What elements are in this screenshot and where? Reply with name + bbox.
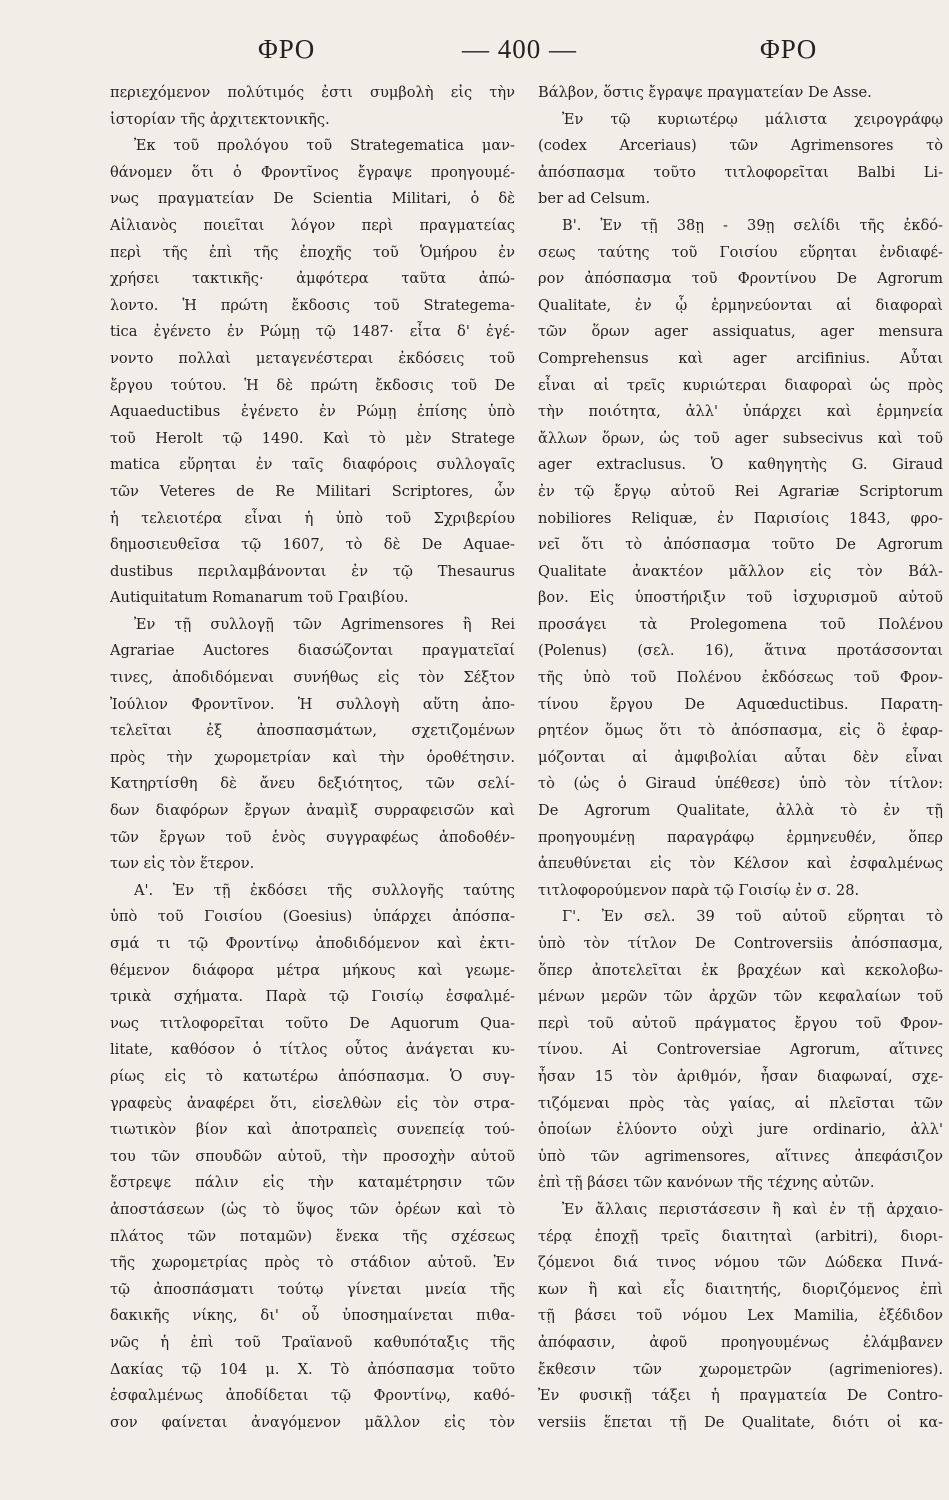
text-line: πρὸς τὴν χωρομετρίαν καὶ τὴν ὁροθέτησιν. — [110, 748, 515, 766]
text-line: ἦσαν 15 τὸν ἀριθμόν, ἦσαν διαφωναί, σχε- — [538, 1067, 943, 1085]
text-line: θέμενον διάφορα μέτρα μήκους καὶ γεωμε- — [110, 961, 515, 979]
text-line: νως πραγματείαν De Scientia Militari, ὁ δὲ — [110, 190, 515, 208]
text-line: δων διαφόρων ἔργων ἀναμὶξ συρραφεισῶν καὶ — [110, 802, 515, 820]
page-number: — 400 — — [462, 34, 577, 64]
text-line: ἀπευθύνεται εἰς τὸν Κέλσον καὶ ἐσφαλμένως — [538, 855, 943, 873]
text-line: περὶ τῆς ἐπὶ τῆς ἐποχῆς τοῦ Ὁμήρου ἐν — [110, 243, 515, 261]
text-line: ber ad Celsum. — [538, 190, 651, 208]
text-line: γραφεὺς ἀναφέρει ὅτι, εἰσελθὼν εἰς τὸν στρα- — [110, 1094, 515, 1112]
text-line: Ἐν φυσικῇ τάξει ἡ πραγματεία De Contro- — [538, 1387, 943, 1405]
text-line: εἶναι αἱ τρεῖς κυριώτεραι διαφοραὶ ὡς πρὸς — [538, 376, 943, 394]
text-line: ἀπόσπασμα τοῦτο τιτλοφορεῖται Balbi Li- — [538, 163, 943, 181]
text-line: νοντο πολλαὶ μεταγενέστεραι ἐκδόσεις τοῦ — [110, 349, 515, 367]
text-line: matica εὕρηται ἐν ταῖς διαφόροις συλλογαῖς — [110, 456, 515, 474]
left-text-column — [110, 80, 515, 1436]
text-line: προηγουμένῃ παραγράφῳ ἑρμηνευθέν, ὅπερ — [538, 828, 943, 846]
text-line: ὑπὸ τὸν τίτλον De Controversiis ἀπόσπασμα, — [538, 935, 943, 952]
text-line: τῆς ὑπὸ τοῦ Πολένου ἐκδόσεως τοῦ Φρον- — [538, 669, 943, 687]
text-line: του τῶν σπουδῶν αὑτοῦ, τὴν προσοχὴν αὑτοῦ — [110, 1147, 515, 1165]
text-line: ὁποίων ἐλύοντο οὐχὶ jure ordinario, ἀλλ' — [538, 1121, 943, 1139]
text-line: νως τιτλοφορεῖται τοῦτο De Aquorum Qua- — [110, 1014, 515, 1032]
text-line: dustibus περιλαμβάνονται ἐν τῷ Thesaurus — [110, 562, 515, 580]
running-head-left: ΦΡΟ — [258, 34, 316, 64]
text-line: ἔκθεσιν τῶν χωρομετρῶν (agrimeniores). — [538, 1360, 943, 1378]
text-line: τιτλοφορούμενον παρὰ τῷ Γοισίῳ ἐν σ. 28. — [538, 881, 860, 899]
text-line: τῶν Veteres de Re Militari Scriptores, ὧν — [110, 482, 515, 500]
text-line: τινες, ἀποδιδόμεναι συνήθως εἰς τὸν Σέξτον — [110, 669, 515, 687]
text-line: των εἰς τὸν ἕτερον. — [110, 855, 255, 873]
text-line: βον. Εἰς ὑποστήριξιν τοῦ ἰσχυρισμοῦ αὐτοῦ — [538, 589, 943, 607]
text-line: τελεῖται ἐξ ἀποσπασμάτων, σχετιζομένων — [110, 722, 515, 740]
text-line: τὴν ποιότητα, ἀλλ' ὑπάρχει καὶ ἑρμηνεία — [538, 403, 943, 421]
text-line: Qualitate ἀνακτέον μᾶλλον εἰς τὸν Βάλ- — [538, 562, 943, 580]
text-line: Ἐν ἄλλαις περιστάσεσιν ἢ καὶ ἐν τῇ ἀρχαιο- — [562, 1200, 943, 1218]
text-line: (Polenus) (σελ. 16), ἅτινα προτάσσονται — [538, 642, 943, 660]
text-line: Ἐκ τοῦ προλόγου τοῦ Strategematica μαν- — [134, 137, 515, 155]
text-line: Δακίας τῷ 104 μ. Χ. Τὸ ἀπόσπασμα τοῦτο — [110, 1360, 515, 1378]
text-line: Comprehensus καὶ ager arcifinius. Αὗται — [538, 349, 943, 367]
text-line: Ἰούλιον Φροντῖνον. Ἡ συλλογὴ αὕτη ἀπο- — [110, 695, 515, 713]
text-line: Ἐν τῷ κυριωτέρῳ μάλιστα χειρογράφῳ — [562, 110, 943, 128]
text-line: τέρᾳ ἐποχῇ τρεῖς διαιτηταὶ (arbitri), διορι- — [538, 1227, 943, 1245]
text-line: Qualitate, ἐν ᾧ ἑρμηνεύονται αἱ διαφοραὶ — [538, 296, 943, 314]
text-line: ρον ἀπόσπασμα τοῦ Φροντίνου De Agrorum — [538, 270, 943, 288]
text-line: σμά τι τῷ Φροντίνῳ ἀποδιδόμενον καὶ ἐκτι- — [110, 935, 515, 952]
text-line: νῶς ἡ ἐπὶ τοῦ Τραϊανοῦ καθυπόταξις τῆς — [110, 1333, 515, 1351]
text-line: tica ἐγένετο ἐν Ρώμῃ τῷ 1487· εἶτα δ' ἐγέ- — [110, 323, 515, 341]
text-line: Agrariae Auctores διασώζονται πραγματεῖαί — [110, 642, 515, 660]
text-line: πλάτος τῶν ποταμῶν) ἕνεκα τῆς σχέσεως — [110, 1227, 515, 1245]
text-line: περιεχόμενον πολύτιμός ἐστι συμβολὴ εἰς τὴν — [110, 84, 515, 101]
text-line: τρικὰ σχήματα. Παρὰ τῷ Γοισίῳ ἐσφαλμέ- — [110, 988, 515, 1006]
text-line: τῇ βάσει τοῦ νόμου Lex Mamilia, ἐξέδιδον — [538, 1307, 943, 1325]
text-line: τοῦ Herolt τῷ 1490. Καὶ τὸ μὲν Stratege — [110, 429, 515, 447]
text-line: κων ἢ καὶ εἷς διαιτητής, διοριζόμενος ἐπὶ — [538, 1280, 943, 1298]
text-line: ὑπὸ τοῦ Γοισίου (Goesius) ὑπάρχει ἀπόσπα- — [110, 908, 515, 926]
text-line: σον φαίνεται ἀναγόμενον μᾶλλον εἰς τὸν — [110, 1413, 515, 1431]
text-line: ἀποστάσεων (ὡς τὸ ὕψος τῶν ὀρέων καὶ τὸ — [110, 1200, 515, 1218]
text-line: ager extraclusus. Ὁ καθηγητὴς G. Giraud — [538, 456, 943, 474]
text-line: δακικῆς νίκης, δι' οὗ ὑποσημαίνεται πιθα- — [110, 1307, 515, 1325]
text-line: Ἐν τῇ συλλογῇ τῶν Agrimensores ἢ Rei — [134, 615, 515, 633]
text-line: προσάγει τὰ Prolegomena τοῦ Πολένου — [538, 615, 943, 633]
text-line: De Agrorum Qualitate, ἀλλὰ τὸ ἐν τῇ — [538, 802, 943, 820]
text-line: ἐπὶ τῇ βάσει τῶν κανόνων τῆς τέχνης αὐτῶν. — [538, 1174, 875, 1192]
text-line: τίνου. Αἱ Controversiae Agrorum, αἵτινες — [538, 1041, 943, 1059]
text-line: Autiquitatum Romanarum τοῦ Γραιβίου. — [110, 589, 409, 607]
text-line: ρίως εἰς τὸ κατωτέρω ἀπόσπασμα. Ὁ συγ- — [110, 1067, 515, 1085]
text-line: τὸ (ὡς ὁ Giraud ὑπέθεσε) ὑπὸ τὸν τίτλον: — [538, 775, 943, 793]
text-line: Κατηρτίσθη δὲ ἄνευ δεξιότητος, τῶν σελί- — [110, 775, 515, 793]
text-line: Α'. Ἐν τῇ ἐκδόσει τῆς συλλογῆς ταύτης — [134, 881, 515, 899]
text-line: σεως ταύτης τοῦ Γοισίου εὕρηται ἐνδιαφέ- — [538, 243, 943, 261]
text-line: Aquaeductibus ἐγένετο ἐν Ρώμῃ ἐπίσης ὑπὸ — [110, 403, 515, 421]
text-line: λοντο. Ἡ πρώτη ἔκδοσις τοῦ Strategema- — [110, 296, 515, 314]
text-line: τιωτικὸν βίον καὶ ἀποτραπεὶς συνεπείᾳ τού- — [110, 1121, 515, 1139]
text-line: ἔστρεψε πάλιν εἰς τὴν καταμέτρησιν τῶν — [110, 1174, 515, 1192]
text-line: θάνομεν ὅτι ὁ Φροντῖνος ἔγραψε προηγουμέ- — [110, 163, 515, 181]
text-line: Γ'. Ἐν σελ. 39 τοῦ αὐτοῦ εὕρηται τὸ — [562, 908, 943, 926]
text-line: χρήσει τακτικῆς· ἀμφότερα ταῦτα ἀπώ- — [110, 270, 515, 288]
text-line: τῶν ἔργων τοῦ ἑνὸς συγγραφέως ἀποδοθέν- — [110, 828, 515, 846]
text-line: versiis ἕπεται τῇ De Qualitate, διότι οἱ κα- — [538, 1413, 943, 1431]
right-text-column — [538, 80, 943, 1436]
text-line: ζόμενοι διά τινος νόμου τῶν Δώδεκα Πινά- — [538, 1254, 943, 1272]
text-line: τῆς χωρομετρίας πρὸς τὸ στάδιον αὐτοῦ. Ἐν — [110, 1254, 515, 1272]
text-line: ἀπόφασιν, ἀφοῦ προηγουμένως ἐλάμβανεν — [538, 1333, 943, 1351]
text-line: ἐσφαλμένως ἀποδίδεται τῷ Φροντίνῳ, καθό- — [110, 1387, 515, 1405]
text-line: ἡ τελειοτέρα εἶναι ἡ ὑπὸ τοῦ Σχριβερίου — [110, 509, 515, 527]
text-line: Βάλβον, ὅστις ἔγραψε πραγματείαν De Asse. — [538, 84, 872, 101]
text-line: νεῖ ὅτι τὸ ἀπόσπασμα τοῦτο De Agrorum — [538, 536, 943, 554]
text-line: litate, καθόσον ὁ τίτλος οὗτος ἀνάγεται κυ- — [110, 1041, 515, 1059]
text-line: ἱστορίαν τῆς ἀρχιτεκτονικῆς. — [110, 110, 330, 128]
text-line: τῷ ἀποσπάσματι τούτῳ γίνεται μνεία τῆς — [110, 1280, 515, 1298]
text-line: δημοσιευθεῖσα τῷ 1607, τὸ δὲ De Aquae- — [110, 536, 515, 554]
text-line: ρητέον ὅμως ὅτι τὸ ἀπόσπασμα, εἰς ὃ ἐφαρ- — [538, 722, 943, 740]
text-line: ἐν τῷ ἔργῳ αὐτοῦ Rei Agrariæ Scriptorum — [538, 482, 943, 500]
text-line: (codex Arceriaus) τῶν Agrimensores τὸ — [538, 137, 943, 155]
text-line: ἔργου τούτου. Ἡ δὲ πρώτη ἔκδοσις τοῦ De — [110, 376, 515, 394]
text-line: τιζόμεναι πρὸς τὰς γαίας, αἱ πλεῖσται τῶν — [538, 1094, 943, 1112]
text-line: ὑπὸ τῶν agrimensores, αἵτινες ἀπεφάσιζον — [538, 1147, 943, 1165]
text-line: μόζονται αἱ ἀμφιβολίαι αὗται δὲν εἶναι — [538, 748, 943, 766]
text-line: περὶ τοῦ αὐτοῦ πράγματος ἔργου τοῦ Φρον- — [538, 1014, 943, 1032]
text-line: nobiliores Reliquæ, ἐν Παρισίοις 1843, φρο- — [538, 509, 943, 527]
text-line: μένων μερῶν τῶν ἀρχῶν τῶν κεφαλαίων τοῦ — [538, 988, 943, 1006]
text-line: τῶν ὅρων ager assiquatus, ager mensura — [538, 323, 943, 341]
text-line: ἄλλων ὅρων, ὡς τοῦ ager subsecivus καὶ τοῦ — [538, 429, 943, 447]
text-line: τίνου ἔργου De Aquœductibus. Παρατη- — [538, 695, 943, 713]
text-line: Αἰλιανὸς ποιεῖται λόγον περὶ πραγματείας — [110, 216, 515, 234]
text-line: Β'. Ἐν τῇ 38ῃ - 39ῃ σελίδι τῆς ἐκδό- — [562, 216, 943, 234]
text-line: ὅπερ ἀποτελεῖται ἐκ βραχέων καὶ κεκολοβω- — [538, 961, 943, 979]
running-head-right: ΦΡΟ — [760, 34, 818, 64]
